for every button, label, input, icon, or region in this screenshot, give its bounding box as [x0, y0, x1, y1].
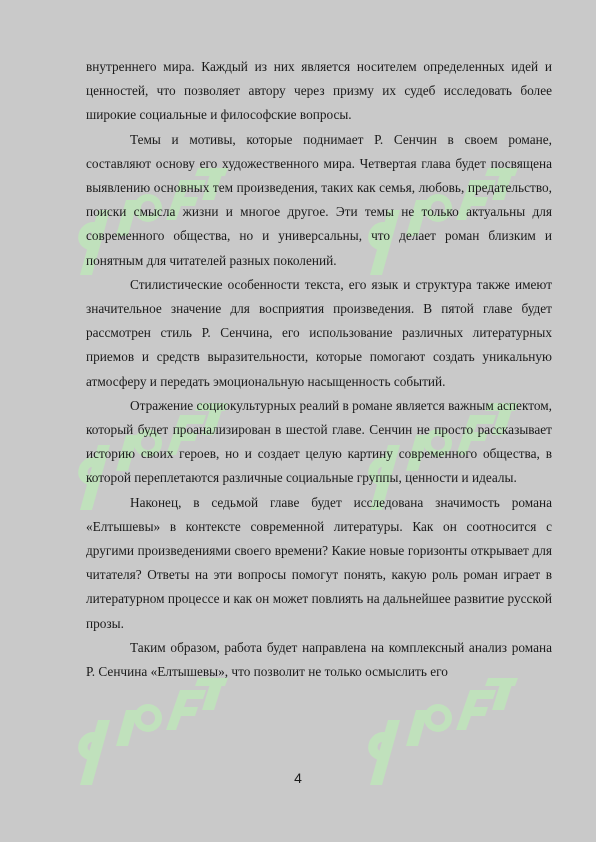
paragraph: Отражение социокультурных реалий в романе является важным аспектом, который будет проанализирован в шестой главе. Сенчин не просто рассказывает историю своих героев, но и создает целую картину современного общества, в которой переплетаются различные социальные группы, ценности и идеалы. — [86, 397, 552, 486]
paragraph: Темы и мотивы, которые поднимает Р. Сенчин в своем романе, составляют основу его художественного мира. Четвертая глава будет посвящена выявлению основных тем произведения, таких как семья, любовь, предательство, поиски смысла жизни и многое другое. Эти темы не только актуальны для современного общества, но и универсальны, что делает роман близким и понятным для читателей разных поколений. — [86, 131, 552, 268]
paragraph: Наконец, в седьмой главе будет исследована значимость романа «Елтышевы» в контексте современной литературы. Как он соотносится с другими произведениями своего времени? Какие новые горизонты открывает для читателя? Ответы на эти вопросы помогут понять, какую роль роман играет в литературном процессе и как он может повлиять на дальнейшее развитие русской прозы. — [86, 494, 552, 631]
paragraph: Стилистические особенности текста, его язык и структура также имеют значительное значение для восприятия произведения. В пятой главе будет рассмотрен стиль Р. Сенчина, его использование различных литературных приемов и средств выразительности, которые помогают создать уникальную атмосферу и передать эмоциональную насыщенность событий. — [86, 276, 552, 389]
paragraph: Таким образом, работа будет направлена на комплексный анализ романа Р. Сенчина «Елтышевы», что позволит не только осмыслить его — [86, 639, 552, 680]
body-text — [86, 55, 552, 684]
paragraph: внутреннего мира. Каждый из них является носителем определенных идей и ценностей, что позволяет автору через призму их судеб исследовать более широкие социальные и философские вопросы. — [86, 59, 552, 123]
page-number: 4 — [294, 770, 302, 786]
